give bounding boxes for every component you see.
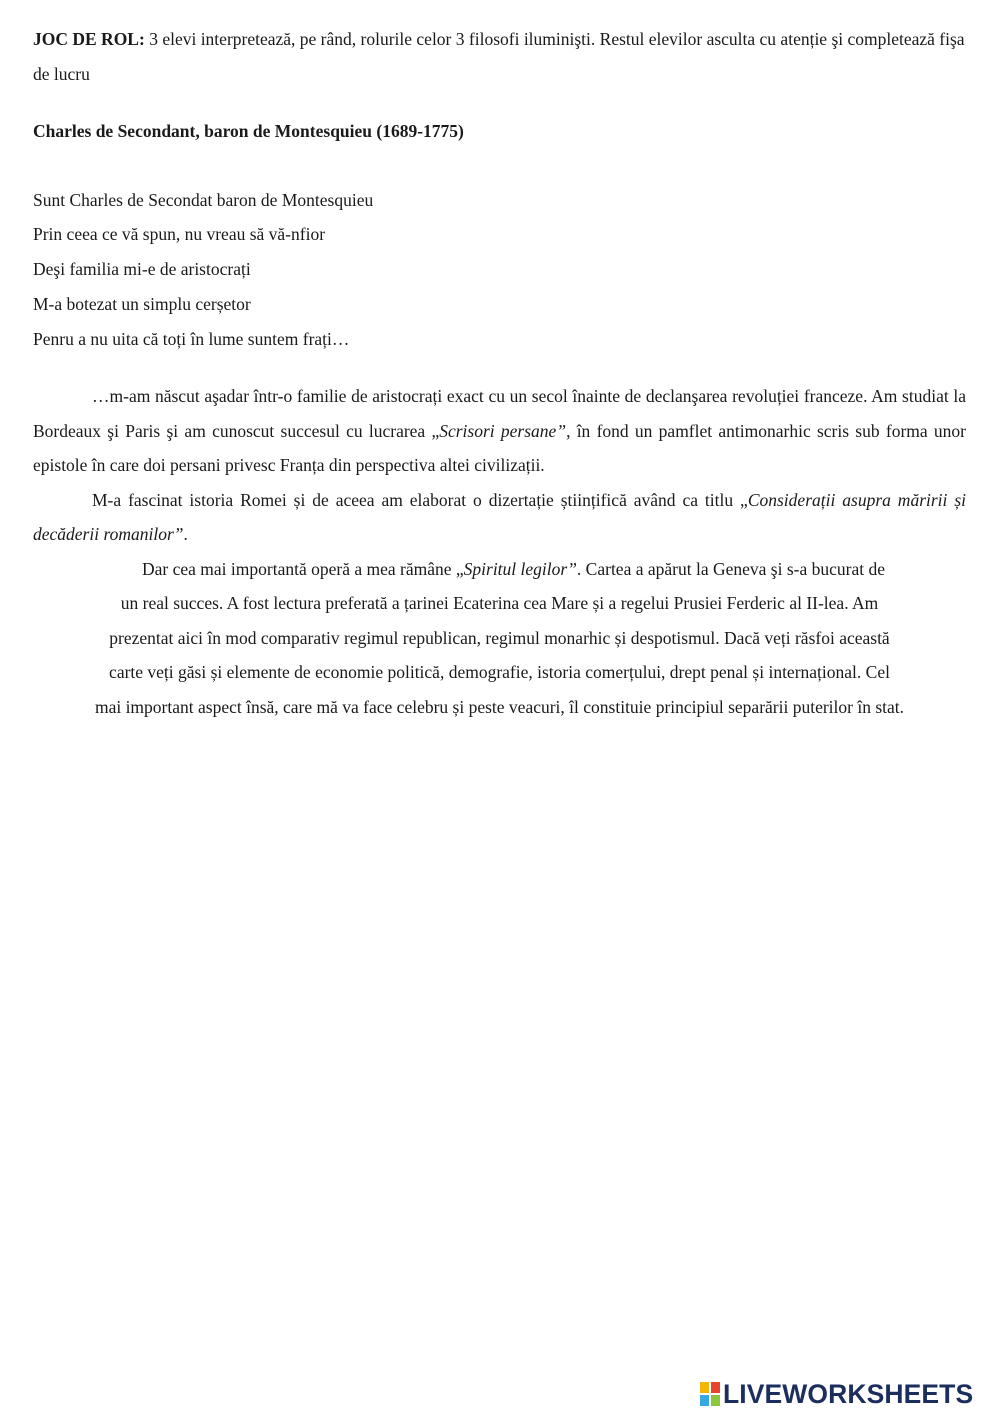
paragraph-line	[33, 552, 966, 587]
document-page	[33, 22, 966, 724]
paragraph-rome	[33, 483, 966, 552]
paragraph-text: Dar cea mai importantă operă a mea rămâne „	[142, 558, 464, 579]
book-title: Spiritul legilor”	[463, 558, 577, 579]
poem	[33, 183, 966, 357]
intro-text: 3 elevi interpretează, pe rând, rolurile celor 3 filosofi iluminişti. Restul elevilor asculta cu atenție şi completează fişa de lucru	[33, 29, 965, 84]
paragraph-text: .	[183, 524, 188, 545]
paragraph-line: prezentat aici în mod comparativ regimul republican, regimul monarhic și despotismul. Dacă veți răsfoi această	[109, 627, 890, 648]
paragraph-spirit-of-laws	[33, 552, 966, 725]
intro-label: JOC DE ROL:	[33, 29, 145, 49]
paragraph-text: . Cartea a apărut la Geneva şi s-a bucurat de	[576, 558, 885, 579]
poem-line: Sunt Charles de Secondat baron de Montesquieu	[33, 189, 374, 210]
paragraph-line: carte veți găsi și elemente de economie politică, demografie, istoria comerțului, drept penal și internațional. Cel	[109, 662, 890, 683]
paragraph-birth	[33, 379, 966, 483]
book-title: Scrisori persane”	[439, 420, 567, 441]
poem-line: Penru a nu uita că toți în lume suntem frați…	[33, 328, 350, 349]
liveworksheets-watermark	[700, 1381, 973, 1407]
liveworksheets-logo-icon	[700, 1382, 720, 1406]
section-heading: Charles de Secondant, baron de Montesquieu (1689-1775)	[33, 121, 464, 141]
paragraph-text: , în fond un pamflet antimonarhic scris sub forma unor epistole în care doi persani privesc Franța din perspectiva altei civilizații.	[33, 420, 967, 476]
paragraph-text: M-a fascinat istoria Romei și de aceea am elaborat o dizertație științifică având ca titlu „	[92, 489, 748, 510]
poem-line: Prin ceea ce vă spun, nu vreau să vă-nfior	[33, 224, 326, 245]
paragraph-line: un real succes. A fost lectura preferată a țarinei Ecaterina cea Mare și a regelui Prusiei Ferderic al II-lea. Am	[120, 593, 879, 614]
paragraph-text: …m-am născut aşadar într-o familie de aristocrați exact cu un secol înainte de declanşarea revoluției franceze. Am studiat la Bordeaux şi Paris şi am cunoscut succesul cu lucrarea „	[33, 386, 966, 441]
book-title: Considerații asupra măririi și decăderii romanilor”	[33, 489, 966, 545]
watermark-text: LIVEWORKSHEETS	[723, 1379, 974, 1409]
intro-paragraph	[33, 22, 966, 91]
poem-line: Deşi familia mi-e de aristocrați	[33, 259, 251, 280]
paragraph-line: mai important aspect însă, care mă va face celebru și peste veacuri, îl constituie principiul separării puterilor în stat.	[94, 696, 905, 717]
poem-line: M-a botezat un simplu cerșetor	[33, 293, 251, 314]
